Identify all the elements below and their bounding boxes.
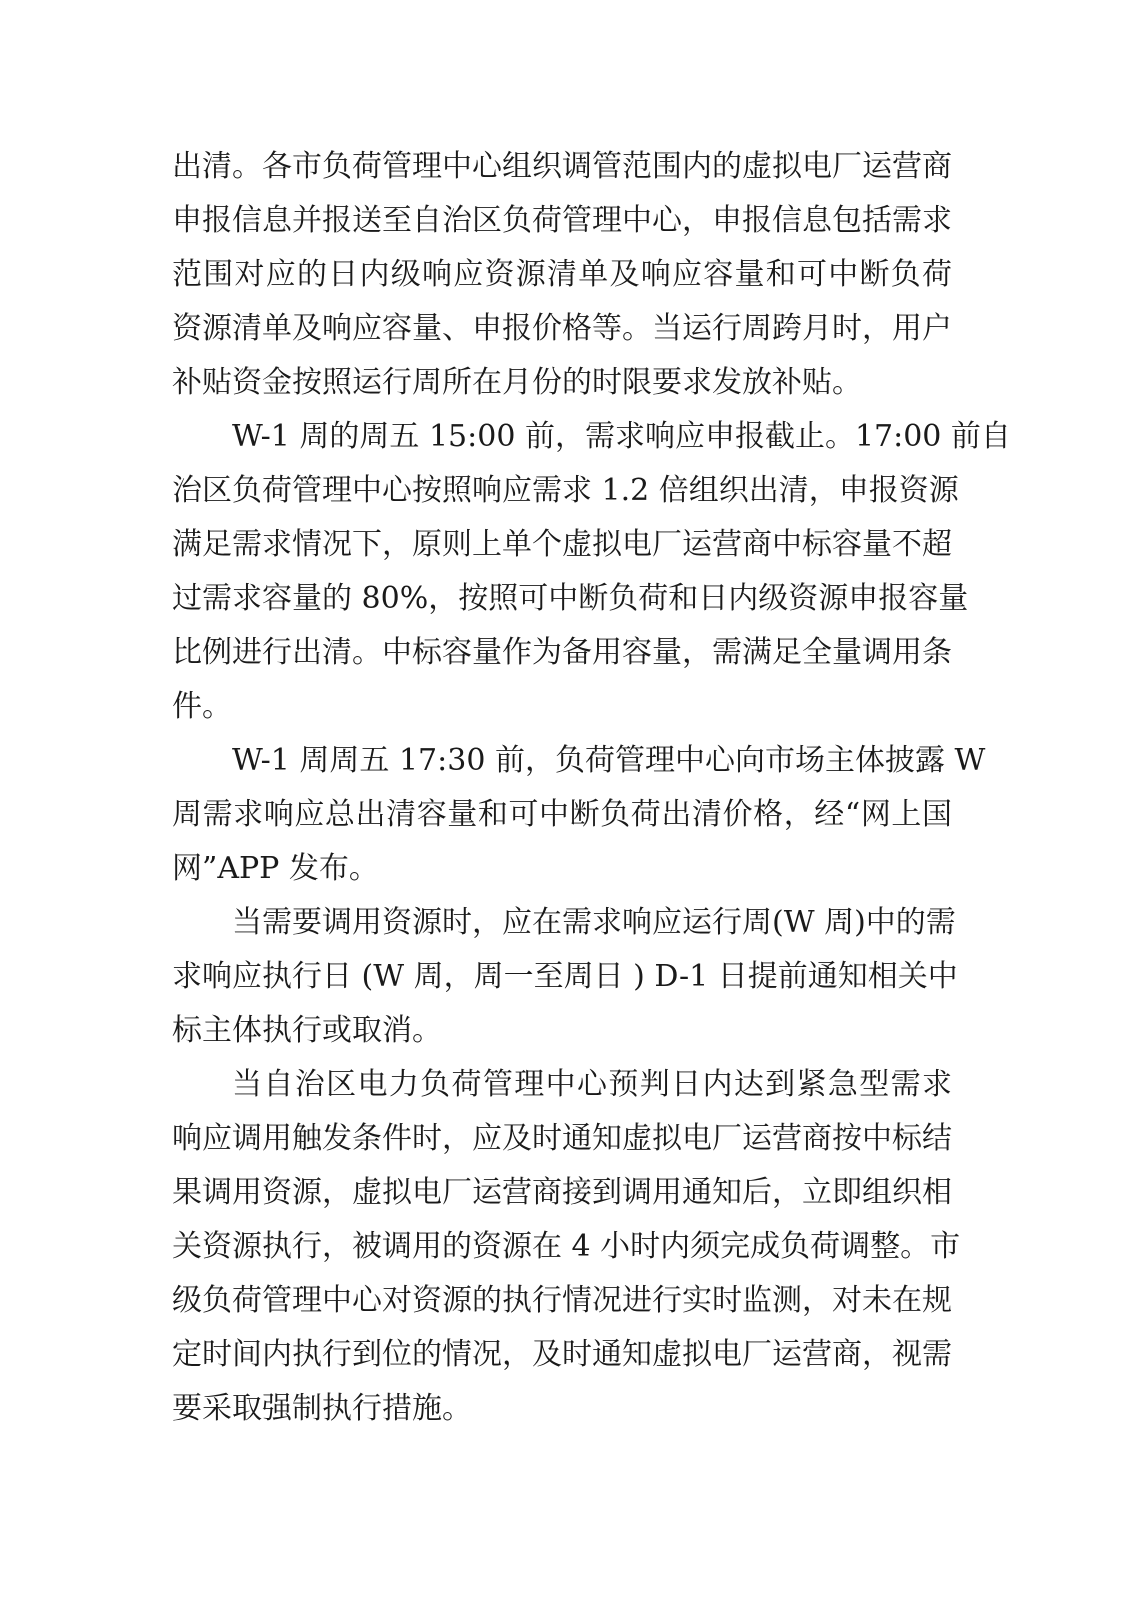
paragraph-4 xyxy=(172,896,958,1058)
body-text xyxy=(172,140,1011,1436)
text-line: 件。 xyxy=(172,689,232,724)
text-line: 治区负荷管理中心按照响应需求 1.2 倍组织出清，申报资源 xyxy=(172,473,959,508)
text-line: 过需求容量的 80%，按照可中断负荷和日内级资源申报容量 xyxy=(172,581,969,616)
text-line: 网”APP 发布。 xyxy=(172,851,379,886)
text-line: 比例进行出清。中标容量作为备用容量，需满足全量调用条 xyxy=(172,635,952,670)
paragraph-3 xyxy=(172,734,986,896)
text-line: 满足需求情况下，原则上单个虚拟电厂运营商中标容量不超 xyxy=(172,527,952,562)
text-line: 响应调用触发条件时，应及时通知虚拟电厂运营商按中标结 xyxy=(172,1121,952,1156)
text-line: 出清。各市负荷管理中心组织调管范围内的虚拟电厂运营商 xyxy=(172,149,952,184)
text-line: 标主体执行或取消。 xyxy=(172,1013,442,1048)
text-line: 申报信息并报送至自治区负荷管理中心，申报信息包括需求 xyxy=(172,203,952,238)
text-line: 当需要调用资源时，应在需求响应运行周(W 周)中的需 xyxy=(232,905,956,940)
text-line: W-1 周的周五 15:00 前，需求响应申报截止。17:00 前自 xyxy=(232,419,1011,454)
text-line: 定时间内执行到位的情况，及时通知虚拟电厂运营商，视需 xyxy=(172,1337,952,1372)
text-line: 范围对应的日内级响应资源清单及响应容量和可中断负荷 xyxy=(172,257,952,292)
text-line: 当自治区电力负荷管理中心预判日内达到紧急型需求 xyxy=(232,1067,952,1102)
text-line: 关资源执行，被调用的资源在 4 小时内须完成负荷调整。市 xyxy=(172,1229,961,1264)
text-line: 级负荷管理中心对资源的执行情况进行实时监测，对未在规 xyxy=(172,1283,952,1318)
text-line: W-1 周周五 17:30 前，负荷管理中心向市场主体披露 W xyxy=(232,743,986,778)
paragraph-2 xyxy=(172,410,1011,734)
text-line: 求响应执行日 (W 周，周一至周日 ) D-1 日提前通知相关中 xyxy=(172,959,958,994)
text-line: 要采取强制执行措施。 xyxy=(172,1391,472,1426)
paragraph-5 xyxy=(172,1058,961,1436)
text-line: 果调用资源，虚拟电厂运营商接到调用通知后，立即组织相 xyxy=(172,1175,952,1210)
text-line: 补贴资金按照运行周所在月份的时限要求发放补贴。 xyxy=(172,365,862,400)
text-line: 资源清单及响应容量、申报价格等。当运行周跨月时，用户 xyxy=(172,311,952,346)
text-line: 周需求响应总出清容量和可中断负荷出清价格，经“网上国 xyxy=(172,797,952,832)
paragraph-1 xyxy=(172,140,952,410)
